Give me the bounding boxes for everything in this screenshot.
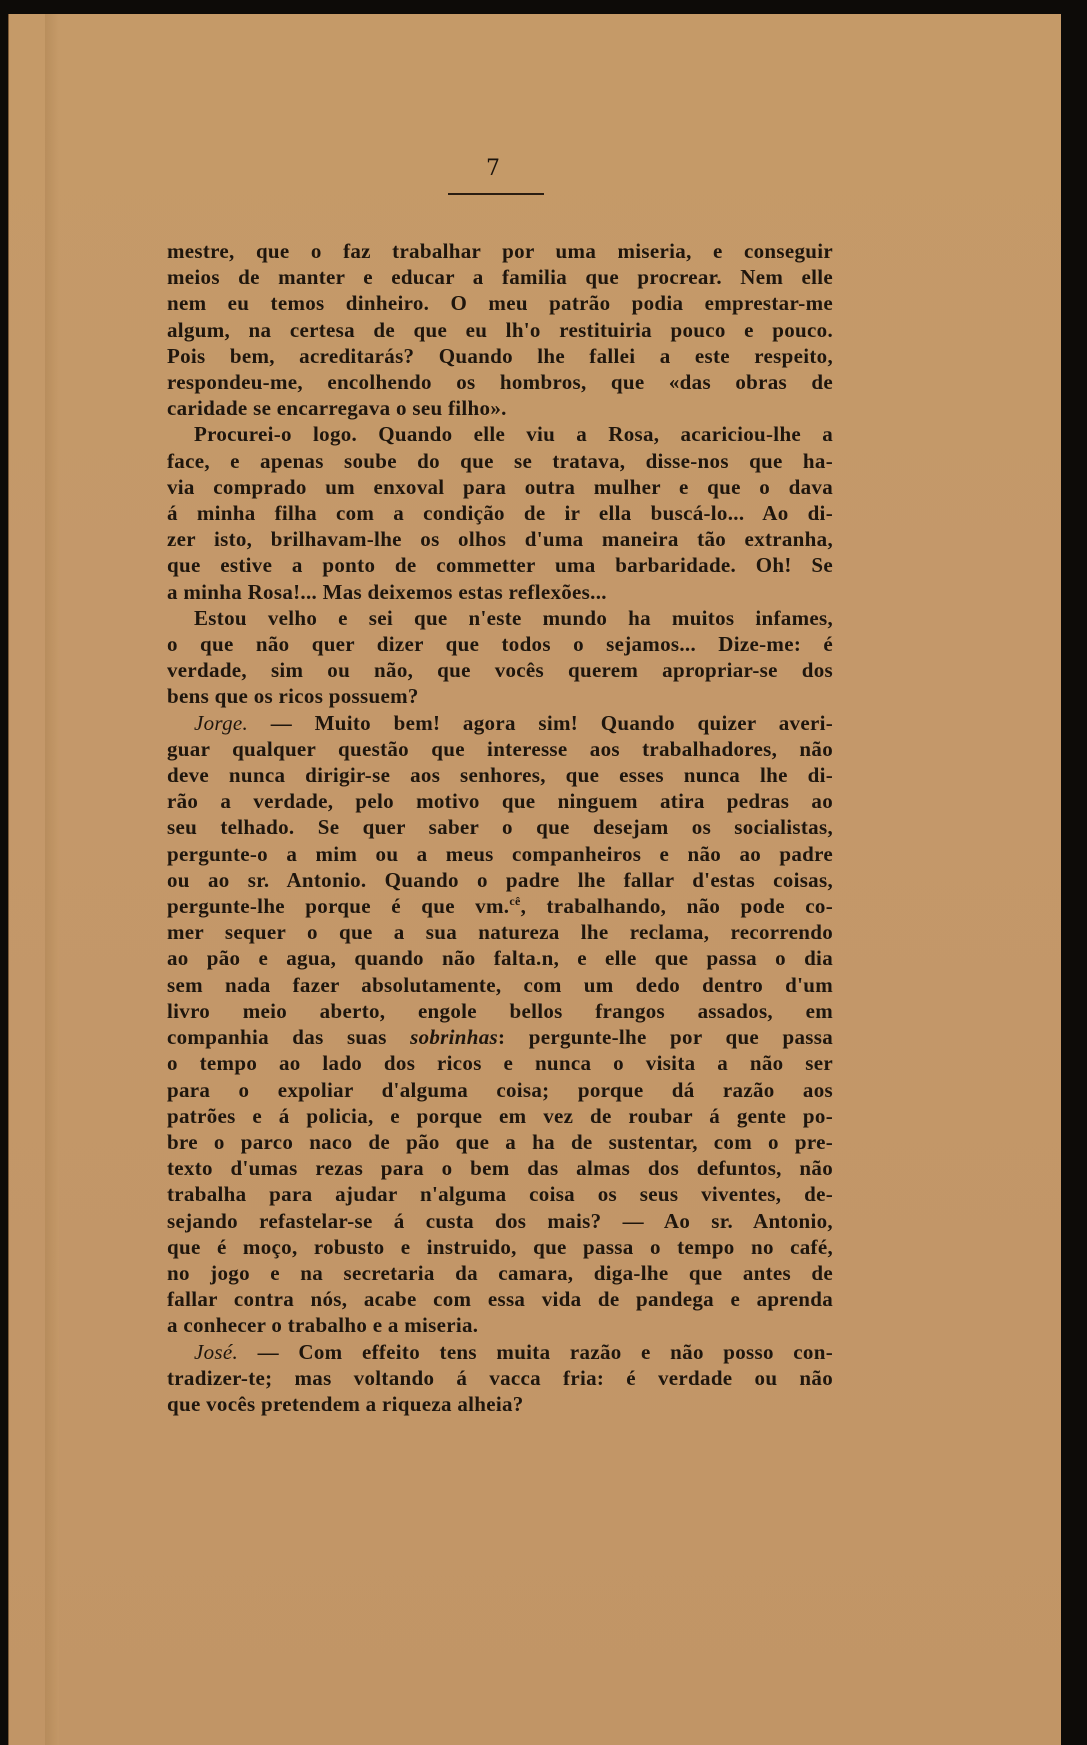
text-line: seu telhado. Se quer saber o que desejam os socialistas,	[167, 815, 833, 840]
text-line: Procurei-o logo. Quando elle viu a Rosa, acariciou-lhe a	[194, 422, 833, 447]
text-line: para o expoliar d'alguma coisa; porque dá razão aos	[167, 1077, 833, 1102]
text-line: — Muito bem! agora sim! Quando quizer averi-	[248, 710, 833, 735]
paragraph-line	[167, 395, 833, 421]
paragraph	[167, 238, 833, 264]
text-line: respondeu-me, encolhendo os hombros, que «das obras de	[167, 370, 833, 395]
italic-word: sobrinhas	[410, 1025, 499, 1050]
text-line: a minha Rosa!... Mas deixemos estas reflexões...	[167, 579, 607, 604]
paragraph-line	[167, 1260, 833, 1286]
paragraph-line	[167, 1208, 833, 1234]
paragraph-line	[167, 290, 833, 316]
paragraph-line	[167, 1050, 833, 1076]
text-line: zer isto, brilhavam-lhe os olhos d'uma maneira tão extranha,	[167, 527, 833, 552]
text-line: — Com effeito tens muita razão e não posso con-	[238, 1339, 833, 1364]
paragraph-line	[167, 552, 833, 578]
paragraph-line	[167, 1181, 833, 1207]
text-line: via comprado um enxoval para outra mulher e que o dava	[167, 474, 833, 499]
paragraph-line	[167, 1129, 833, 1155]
speaker-name: José.	[194, 1339, 239, 1364]
text-line: bre o parco naco de pão que a ha de sustentar, com o pre-	[167, 1129, 833, 1154]
text-line: pergunte-lhe porque é que vm.	[167, 894, 510, 919]
text-line: meios de manter e educar a familia que procrear. Nem elle	[167, 265, 833, 290]
text-line: , trabalhando, não pode co-	[520, 894, 833, 919]
paragraph-line	[167, 1312, 833, 1338]
paragraph-line	[167, 631, 833, 657]
text-line: sejando refastelar-se á custa dos mais? — Ao sr. Antonio,	[167, 1208, 833, 1233]
paragraph-line	[167, 762, 833, 788]
text-line: á minha filha com a condição de ir ella buscá-lo... Ao di-	[167, 501, 833, 526]
paragraph-line	[167, 1391, 833, 1417]
text-line: nem eu temos dinheiro. O meu patrão podia emprestar-me	[167, 291, 833, 316]
paragraph-line	[167, 317, 833, 343]
text-line: face, e apenas soube do que se tratava, disse-nos que ha-	[167, 448, 833, 473]
text-line: ou ao sr. Antonio. Quando o padre lhe fallar d'estas coisas,	[167, 867, 833, 892]
paragraph	[167, 605, 833, 631]
text-line: livro meio aberto, engole bellos frangos assados, em	[167, 998, 833, 1023]
paragraph-line	[167, 264, 833, 290]
text-line: mestre, que o faz trabalhar por uma miseria, e conseguir	[167, 239, 833, 263]
paragraph-line	[167, 683, 833, 709]
paragraph-line	[167, 972, 833, 998]
text-line: Pois bem, acreditarás? Quando lhe fallei a este respeito,	[167, 343, 833, 368]
text-line: guar qualquer questão que interesse aos trabalhadores, não	[167, 736, 833, 761]
dialogue-paragraph	[167, 710, 833, 736]
paragraph-line	[167, 841, 833, 867]
text-line: patrões e á policia, e porque em vez de roubar á gente po-	[167, 1103, 833, 1128]
paragraph-line	[167, 736, 833, 762]
text-line: que estive a ponto de commetter uma barbaridade. Oh! Se	[167, 553, 833, 578]
paragraph-line	[167, 1365, 833, 1391]
speaker-name: Jorge.	[194, 710, 249, 735]
paragraph-line	[167, 1077, 833, 1103]
text-line: o tempo ao lado dos ricos e nunca o visita a não ser	[167, 1051, 833, 1076]
page-number: 7	[486, 156, 500, 181]
text-line: mer sequer o que a sua natureza lhe reclama, recorrendo	[167, 920, 833, 945]
dialogue-paragraph	[167, 1339, 833, 1365]
text-line: sem nada fazer absolutamente, com um dedo dentro d'um	[167, 972, 833, 997]
paragraph-line	[167, 474, 833, 500]
paragraph-line	[167, 500, 833, 526]
paragraph-line	[167, 788, 833, 814]
paragraph-line	[167, 867, 833, 893]
text-line: trabalha para ajudar n'alguma coisa os seus viventes, de-	[167, 1182, 833, 1207]
abbrev-superscript: cê	[509, 894, 521, 909]
text-line: bens que os ricos possuem?	[167, 684, 419, 709]
paragraph-line	[167, 369, 833, 395]
text-line: fallar contra nós, acabe com essa vida de pandega e aprenda	[167, 1287, 833, 1312]
text-line: o que não quer dizer que todos o sejamos... Dize-me: é	[167, 632, 833, 657]
text-line: caridade se encarregava o seu filho».	[167, 396, 507, 421]
text-line: que vocês pretendem a riqueza alheia?	[167, 1391, 524, 1416]
text-line: tradizer-te; mas voltando á vacca fria: é verdade ou não	[167, 1365, 833, 1390]
paragraph-line	[167, 919, 833, 945]
paragraph-line	[167, 1286, 833, 1312]
paragraph-line	[167, 579, 833, 605]
text-line: deve nunca dirigir-se aos senhores, que esses nunca lhe di-	[167, 763, 833, 788]
body-text	[167, 238, 833, 1417]
text-line: : pergunte-lhe por que passa	[498, 1025, 833, 1050]
page-binding-edge	[45, 14, 59, 1745]
paragraph-line	[167, 814, 833, 840]
text-line: algum, na certesa de que eu lh'o restituiria pouco e pouco.	[167, 317, 833, 342]
text-line: que é moço, robusto e instruido, que passa o tempo no café,	[167, 1234, 833, 1259]
text-line: no jogo e na secretaria da camara, diga-lhe que antes de	[167, 1260, 833, 1285]
text-line: a conhecer o trabalho e a miseria.	[167, 1313, 479, 1338]
paragraph-line	[167, 1024, 833, 1050]
paragraph-line	[167, 945, 833, 971]
paragraph-line	[167, 998, 833, 1024]
header-rule	[448, 193, 544, 195]
paragraph-line	[167, 1155, 833, 1181]
paragraph-line	[167, 343, 833, 369]
paragraph-line	[167, 893, 833, 919]
paragraph-line	[167, 526, 833, 552]
text-line: texto d'umas rezas para o bem das almas dos defuntos, não	[167, 1156, 833, 1181]
paragraph-line	[167, 1103, 833, 1129]
paragraph-line	[167, 1234, 833, 1260]
text-line: ao pão e agua, quando não falta.n, e elle que passa o dia	[167, 946, 833, 971]
paragraph	[167, 421, 833, 447]
paragraph-line	[167, 657, 833, 683]
text-line: Estou velho e sei que n'este mundo ha muitos infames,	[194, 605, 833, 630]
text-line: verdade, sim ou não, que vocês querem apropriar-se dos	[167, 658, 833, 683]
text-line: pergunte-o a mim ou a meus companheiros e não ao padre	[167, 841, 833, 866]
text-line: companhia das suas	[167, 1025, 411, 1050]
text-line: rão a verdade, pelo motivo que ninguem atira pedras ao	[167, 789, 833, 814]
paragraph-line	[167, 448, 833, 474]
